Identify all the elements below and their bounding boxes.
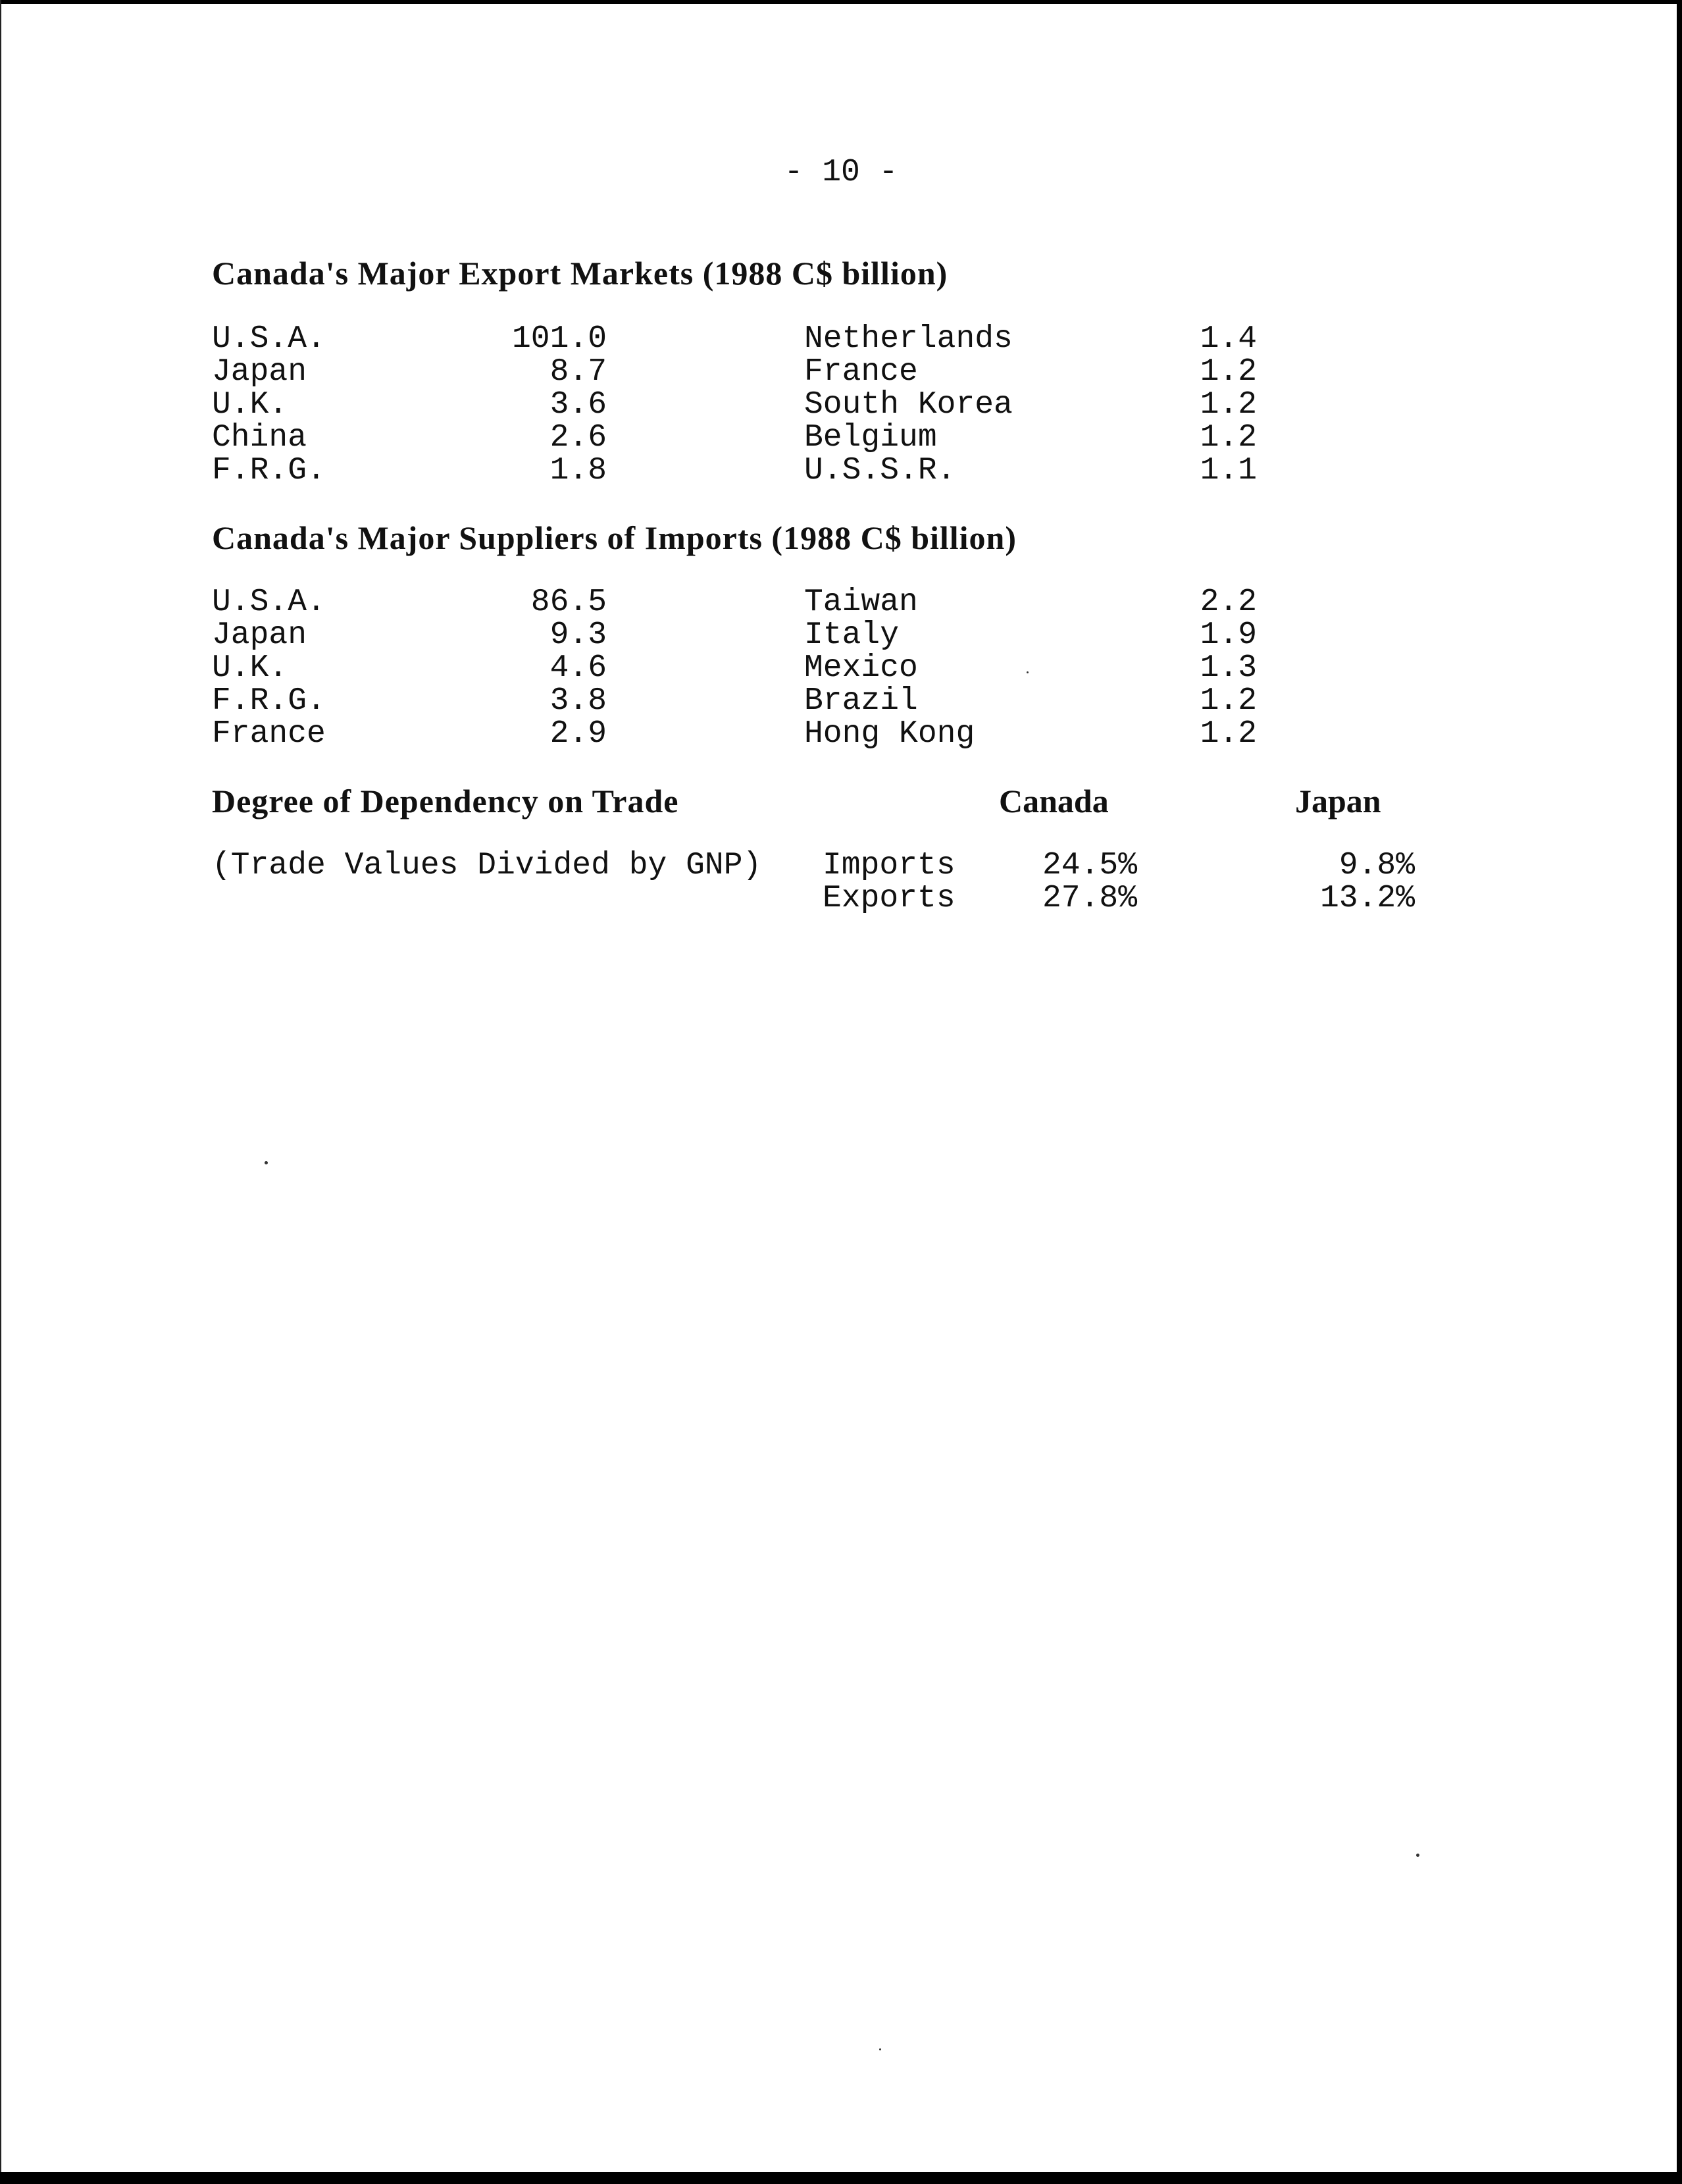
column-header-japan: Japan [1295, 783, 1381, 819]
country-name: Italy [804, 617, 900, 653]
country-value: 1.3 [1200, 650, 1257, 686]
japan-value: 13.2% [1319, 881, 1415, 916]
country-value: 2.9 [549, 716, 607, 752]
country-value: 86.5 [530, 585, 607, 620]
country-name: Brazil [804, 683, 918, 719]
dependency-title: Degree of Dependency on Trade [212, 783, 679, 819]
country-value: 1.2 [1200, 354, 1257, 390]
country-name: Japan [212, 354, 307, 390]
canada-value: 27.8% [1042, 881, 1137, 916]
country-value: 8.7 [549, 354, 607, 390]
page-number: - 10 - [784, 155, 898, 190]
country-value: 2.6 [549, 420, 607, 455]
table-row [0, 716, 1682, 750]
country-name: U.K. [212, 387, 288, 423]
country-value: 101.0 [511, 321, 607, 357]
table-row [0, 453, 1682, 487]
table-row [0, 881, 1682, 915]
scan-border-top [0, 0, 1682, 4]
country-name: U.S.A. [212, 585, 326, 620]
country-name: Taiwan [804, 585, 918, 620]
country-name: Belgium [804, 420, 937, 455]
country-name: F.R.G. [212, 453, 326, 488]
country-value: 1.2 [1200, 683, 1257, 719]
country-value: 4.6 [549, 650, 607, 686]
country-value: 1.8 [549, 453, 607, 488]
country-name: China [212, 420, 307, 455]
country-name: South Korea [804, 387, 1013, 423]
column-header-canada: Canada [999, 783, 1109, 819]
country-value: 9.3 [549, 617, 607, 653]
country-name: Hong Kong [804, 716, 975, 752]
trade-type-label: Exports [823, 881, 956, 916]
country-value: 1.4 [1200, 321, 1257, 357]
japan-value: 9.8% [1338, 848, 1415, 883]
country-value: 3.6 [549, 387, 607, 423]
country-name: U.K. [212, 650, 288, 686]
table-row [0, 321, 1682, 355]
scan-border-bottom [0, 2172, 1682, 2184]
country-value: 1.1 [1200, 453, 1257, 488]
country-name: F.R.G. [212, 683, 326, 719]
trade-type-label: Imports [823, 848, 956, 883]
dependency-note: (Trade Values Divided by GNP) [212, 848, 762, 883]
table-row [0, 617, 1682, 652]
table-row [0, 387, 1682, 421]
import-suppliers-title: Canada's Major Suppliers of Imports (1988 C$ billion) [212, 519, 1017, 556]
country-name: France [212, 716, 326, 752]
country-name: U.S.S.R. [804, 453, 956, 488]
scan-speck [879, 2048, 881, 2050]
country-value: 3.8 [549, 683, 607, 719]
country-value: 1.2 [1200, 420, 1257, 455]
country-name: U.S.A. [212, 321, 326, 357]
country-value: 1.2 [1200, 716, 1257, 752]
scan-speck [1027, 671, 1029, 673]
table-row [0, 585, 1682, 619]
country-name: France [804, 354, 918, 390]
scan-speck [1416, 1854, 1419, 1857]
canada-value: 24.5% [1042, 848, 1137, 883]
country-name: Mexico [804, 650, 918, 686]
table-row [0, 354, 1682, 388]
country-value: 1.9 [1200, 617, 1257, 653]
table-row [0, 420, 1682, 454]
country-name: Netherlands [804, 321, 1013, 357]
table-row [0, 848, 1682, 882]
country-value: 1.2 [1200, 387, 1257, 423]
scan-speck [265, 1161, 268, 1164]
export-markets-title: Canada's Major Export Markets (1988 C$ billion) [212, 255, 948, 292]
table-row [0, 650, 1682, 685]
country-value: 2.2 [1200, 585, 1257, 620]
table-row [0, 683, 1682, 717]
country-name: Japan [212, 617, 307, 653]
